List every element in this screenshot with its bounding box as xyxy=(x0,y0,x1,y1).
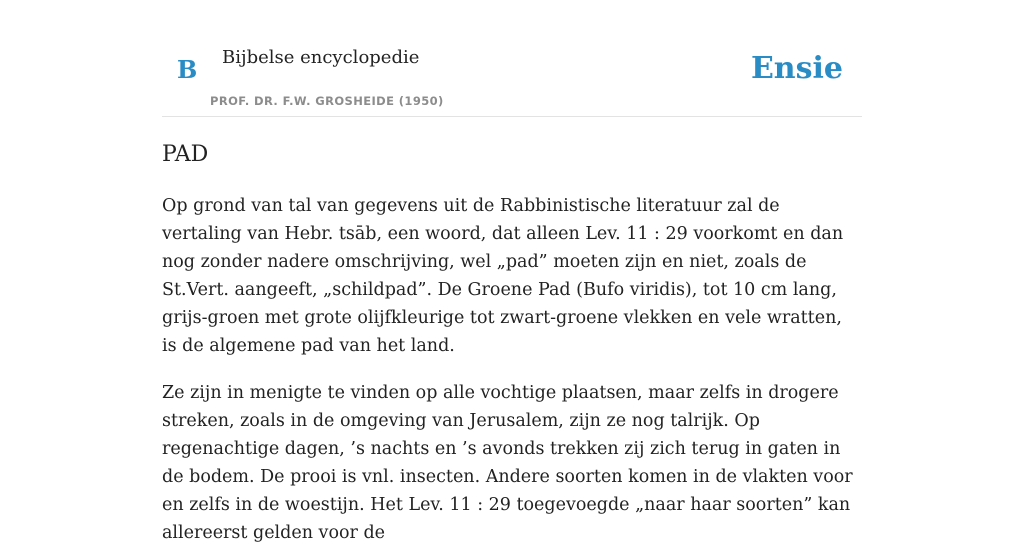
book-author: PROF. DR. F.W. GROSHEIDE (1950) xyxy=(210,94,444,108)
article xyxy=(162,136,862,547)
article-paragraph: Ze zijn in menigte te vinden op alle vochtige plaatsen, maar zelfs in drogere streken, zoals in de omgeving van Jerusalem, zijn ze nog talrijk. Op regenachtige dagen, ’s nachts en ’s avonds trekken zij zich terug in gaten in de bodem. De prooi is vnl. insecten. Andere soorten komen in de vlakten voor en zelfs in de woestijn. Het Lev. 11 : 29 toegevoegde „naar haar soorten” kan allereerst gelden voor de xyxy=(162,383,853,543)
book-letter-badge[interactable]: B xyxy=(177,55,198,84)
header xyxy=(162,0,862,117)
book-title[interactable]: Bijbelse encyclopedie xyxy=(222,47,420,68)
ensie-logo[interactable]: Ensie xyxy=(750,51,843,86)
entry-title: PAD xyxy=(162,142,209,167)
article-paragraph: Op grond van tal van gegevens uit de Rabbinistische literatuur zal de vertaling van Hebr. tsāb, een woord, dat alleen Lev. 11 : 29 voorkomt en dan nog zonder nadere omschrijving, wel „pad” moeten zijn en niet, zoals de St.Vert. aangeeft, „schildpad”. De Groene Pad (Bufo viridis), tot 10 cm lang, grijs-groen met grote olijfkleurige tot zwart-groene vlekken en vele wratten, is de algemene pad van het land. xyxy=(162,196,844,356)
